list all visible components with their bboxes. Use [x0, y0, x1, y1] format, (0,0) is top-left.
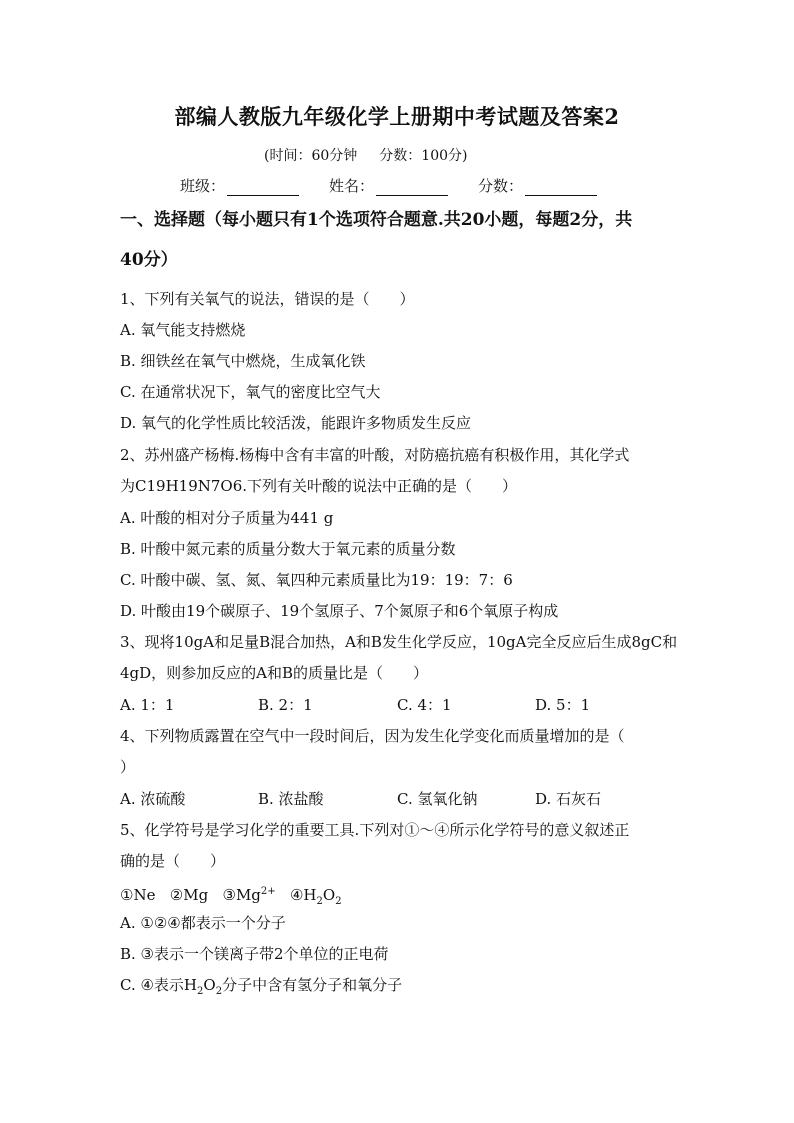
name-blank[interactable]: [376, 179, 448, 196]
question-1-option-a: A. 氧气能支持燃烧: [120, 321, 246, 339]
question-5-option-b: B. ③表示一个镁离子带2个单位的正电荷: [120, 945, 389, 963]
question-3-stem-line2: 4gD，则参加反应的A和B的质量比是（ ）: [120, 664, 429, 682]
question-2-option-a: A. 叶酸的相对分子质量为441 g: [120, 509, 334, 527]
question-1-option-b: B. 细铁丝在氧气中燃烧，生成氧化铁: [120, 352, 366, 370]
exam-total-score: 分数：100分): [379, 148, 468, 164]
symbol-mg: ②Mg: [169, 886, 209, 904]
question-1-option-c: C. 在通常状况下，氧气的密度比空气大: [120, 383, 381, 401]
question-4-option-d: D. 石灰石: [535, 790, 602, 808]
question-3-stem-line1: 3、现将10gA和足量B混合加热，A和B发生化学反应，10gA完全反应后生成8gC和: [120, 633, 678, 651]
exam-time: (时间：60分钟: [264, 148, 358, 164]
class-blank[interactable]: [227, 179, 299, 196]
question-5-symbols: [120, 882, 342, 912]
question-4-option-c: C. 氢氧化钠: [397, 790, 478, 808]
question-4-option-a: A. 浓硫酸: [120, 790, 186, 808]
question-1-option-d: D. 氧气的化学性质比较活泼，能跟许多物质发生反应: [120, 414, 472, 432]
class-field: [180, 175, 299, 196]
symbol-mg-ion-charge: 2+: [260, 886, 276, 897]
symbol-h2o2: [289, 886, 342, 907]
q5c-sub2: 2: [215, 986, 223, 997]
exam-info: [264, 145, 467, 165]
question-2-option-d: D. 叶酸由19个碳原子、19个氢原子、7个氮原子和6个氧原子构成: [120, 602, 559, 620]
q5c-post: 分子中含有氢分子和氧分子: [222, 976, 403, 994]
symbol-h2o2-sub1: 2: [316, 896, 323, 907]
question-4-stem-line2: ）: [120, 758, 136, 776]
question-1-stem: 1、下列有关氧气的说法，错误的是（ ）: [120, 290, 415, 308]
question-3-option-c: C. 4：1: [397, 696, 452, 714]
symbol-mg-ion: [223, 886, 276, 904]
section-heading: [120, 200, 680, 280]
class-label: 班级：: [180, 177, 226, 195]
score-label: 分数：: [478, 177, 524, 195]
question-4-option-b: B. 浓盐酸: [258, 790, 324, 808]
question-2-option-c: C. 叶酸中碳、氢、氮、氧四种元素质量比为19：19：7：6: [120, 571, 513, 589]
question-3-option-d: D. 5：1: [535, 696, 591, 714]
symbol-h2o2-sub2: 2: [335, 896, 342, 907]
name-label: 姓名：: [329, 177, 375, 195]
exam-title: 部编人教版九年级化学上册期中考试题及答案2: [174, 104, 620, 129]
question-2-option-b: B. 叶酸中氮元素的质量分数大于氧元素的质量分数: [120, 540, 456, 558]
question-2-stem-line2: 为C19H19N7O6.下列有关叶酸的说法中正确的是（ ）: [120, 477, 518, 495]
score-field: [478, 175, 597, 196]
question-3-option-b: B. 2：1: [258, 696, 313, 714]
name-field: [329, 175, 448, 196]
q5c-pre: C. ④表示H: [120, 976, 198, 994]
symbol-ne: ①Ne: [120, 886, 156, 904]
q5c-sub1: 2: [197, 986, 204, 997]
section-heading-line1: 一、选择题（每小题只有1个选项符合题意.共20小题，每题2分，共: [120, 210, 633, 230]
question-5-option-c: [120, 975, 402, 1002]
q5c-mid: O: [203, 976, 216, 994]
question-5-stem-line2: 确的是（ ）: [120, 852, 226, 870]
section-heading-line2: 40分）: [120, 250, 178, 270]
symbol-mg-ion-base: ③Mg: [222, 886, 261, 904]
question-5-option-a: A. ①②④都表示一个分子: [120, 914, 286, 932]
student-info-fields: [180, 175, 627, 196]
question-4-stem-line1: 4、下列物质露置在空气中一段时间后，因为发生化学变化而质量增加的是（: [120, 727, 625, 745]
symbol-h2o2-o: O: [322, 886, 336, 904]
question-2-stem-line1: 2、苏州盛产杨梅.杨梅中含有丰富的叶酸，对防癌抗癌有积极作用，其化学式: [120, 446, 630, 464]
question-3-option-a: A. 1：1: [120, 696, 175, 714]
symbol-h2o2-h: ④H: [289, 886, 317, 904]
question-5-stem-line1: 5、化学符号是学习化学的重要工具.下列对①～④所示化学符号的意义叙述正: [120, 821, 630, 839]
score-blank[interactable]: [525, 179, 597, 196]
